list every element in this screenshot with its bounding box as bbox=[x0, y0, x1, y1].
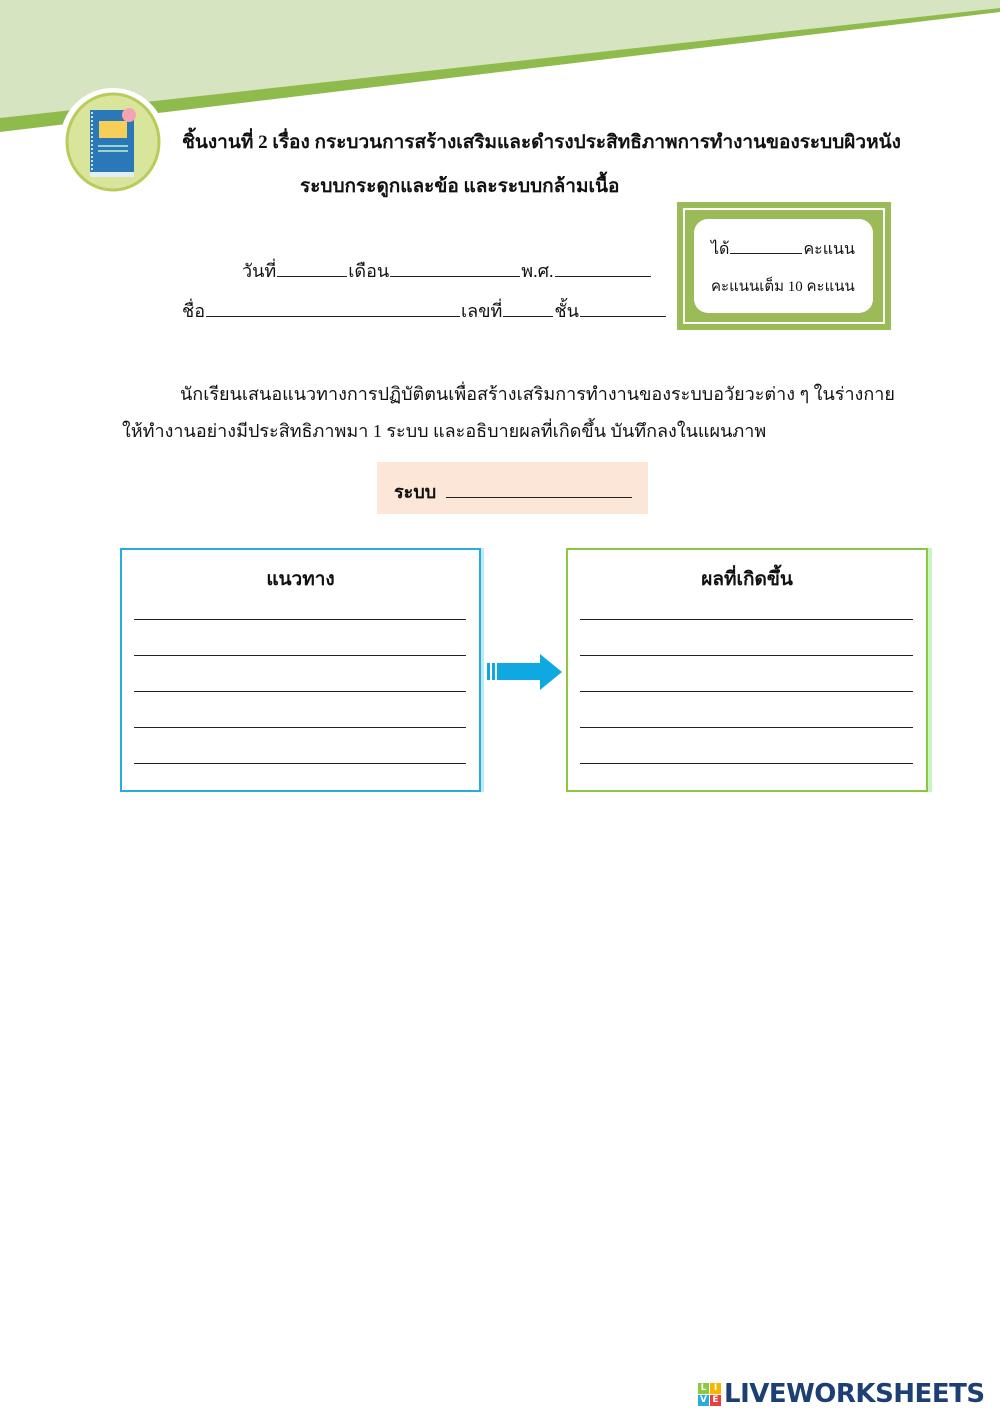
date-label: วันที่ bbox=[242, 261, 277, 281]
approach-box bbox=[120, 548, 481, 792]
brand-name: LIVEWORKSHEETS bbox=[724, 1379, 985, 1409]
year-field[interactable] bbox=[555, 275, 651, 277]
result-line-5[interactable] bbox=[580, 763, 913, 764]
score-field[interactable] bbox=[730, 252, 802, 254]
result-title: ผลที่เกิดขึ้น bbox=[701, 569, 793, 590]
approach-line-5[interactable] bbox=[134, 763, 466, 764]
month-label: เดือน bbox=[348, 261, 390, 281]
full-score: คะแนนเต็ม 10 คะแนน bbox=[711, 279, 855, 295]
score-got-row bbox=[711, 237, 855, 262]
class-field[interactable] bbox=[580, 315, 666, 317]
logo-icon: L I V E bbox=[698, 1383, 721, 1406]
result-line-3[interactable] bbox=[580, 691, 913, 692]
number-label: เลขที่ bbox=[461, 301, 503, 321]
result-line-1[interactable] bbox=[580, 619, 913, 620]
approach-line-3[interactable] bbox=[134, 691, 466, 692]
number-field[interactable] bbox=[503, 315, 553, 317]
class-label: ชั้น bbox=[554, 301, 579, 321]
approach-line-1[interactable] bbox=[134, 619, 466, 620]
year-label: พ.ศ. bbox=[521, 261, 554, 281]
date-field[interactable] bbox=[277, 275, 347, 277]
date-row bbox=[242, 256, 652, 285]
name-field[interactable] bbox=[206, 315, 460, 317]
result-line-4[interactable] bbox=[580, 727, 913, 728]
result-line-2[interactable] bbox=[580, 655, 913, 656]
result-box bbox=[566, 548, 928, 792]
approach-line-2[interactable] bbox=[134, 655, 466, 656]
arrow-right-icon bbox=[487, 653, 563, 691]
score-got-label: ได้ bbox=[711, 241, 730, 258]
approach-title: แนวทาง bbox=[266, 569, 335, 590]
score-box bbox=[677, 202, 891, 330]
title-line-1: ชิ้นงานที่ 2 เรื่อง กระบวนการสร้างเสริมและดำรงประสิทธิภาพการทำงานของระบบผิวหนัง bbox=[182, 132, 901, 153]
approach-line-4[interactable] bbox=[134, 727, 466, 728]
name-row bbox=[182, 296, 667, 325]
name-label: ชื่อ bbox=[182, 301, 206, 321]
system-field[interactable] bbox=[446, 496, 632, 498]
liveworksheets-logo bbox=[698, 1379, 985, 1409]
score-points-label: คะแนน bbox=[803, 241, 855, 258]
system-label: ระบบ bbox=[394, 482, 437, 502]
system-box bbox=[377, 462, 648, 514]
instructions-line-2: ให้ทำงานอย่างมีประสิทธิภาพมา 1 ระบบ และอธิบายผลที่เกิดขึ้น บันทึกลงในแผนภาพ bbox=[122, 421, 767, 441]
instructions-line-1: นักเรียนเสนอแนวทางการปฏิบัติตนเพื่อสร้างเสริมการทำงานของระบบอวัยวะต่าง ๆ ในร่างกาย bbox=[180, 384, 895, 404]
title-line-2: ระบบกระดูกและข้อ และระบบกล้ามเนื้อ bbox=[300, 176, 620, 197]
month-field[interactable] bbox=[390, 275, 520, 277]
notebook-icon bbox=[60, 88, 166, 194]
